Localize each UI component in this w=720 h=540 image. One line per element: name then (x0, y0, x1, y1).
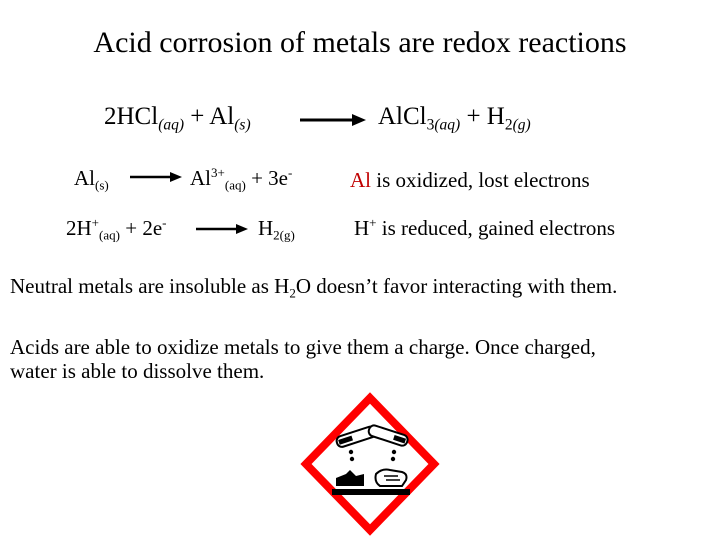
paragraph-insolubility: Neutral metals are insoluble as $H_2O$ doesn’t favor interacting with them. (10, 274, 618, 301)
overall-products: AlCl$_{3(aq)}$ + $H_{2(g)}$ (378, 103, 531, 134)
reduction-product: $H_{2(g)}$ (258, 216, 295, 243)
reduction-arrow (196, 224, 248, 234)
paragraph-line-1: Acids are able to oxidize metals to give them a charge. Once charged, (10, 335, 596, 359)
reduction-reactants: $2H^+_{(aq)} + 2e^-$ (66, 215, 167, 243)
corrosive-pictogram-icon (302, 394, 438, 534)
oxidation-note: Al is oxidized, lost electrons (350, 168, 590, 192)
paragraph-acid-oxidation (10, 335, 596, 383)
overall-reaction-arrow (300, 114, 366, 126)
slide-title: Acid corrosion of metals are redox reactions (93, 26, 627, 59)
paragraph-line-2: water is able to dissolve them. (10, 359, 265, 383)
overall-reactants: $2HCl_{(aq)} + Al_{(s)}$ (104, 103, 251, 134)
reduction-note: H+ is reduced, gained electrons (354, 215, 616, 240)
oxidation-reactant: $Al_{(s)}$ (74, 166, 109, 193)
oxidation-arrow (130, 172, 182, 182)
oxidation-products: $Al^{3+}_{(aq)} + 3e^-$ (190, 165, 293, 193)
